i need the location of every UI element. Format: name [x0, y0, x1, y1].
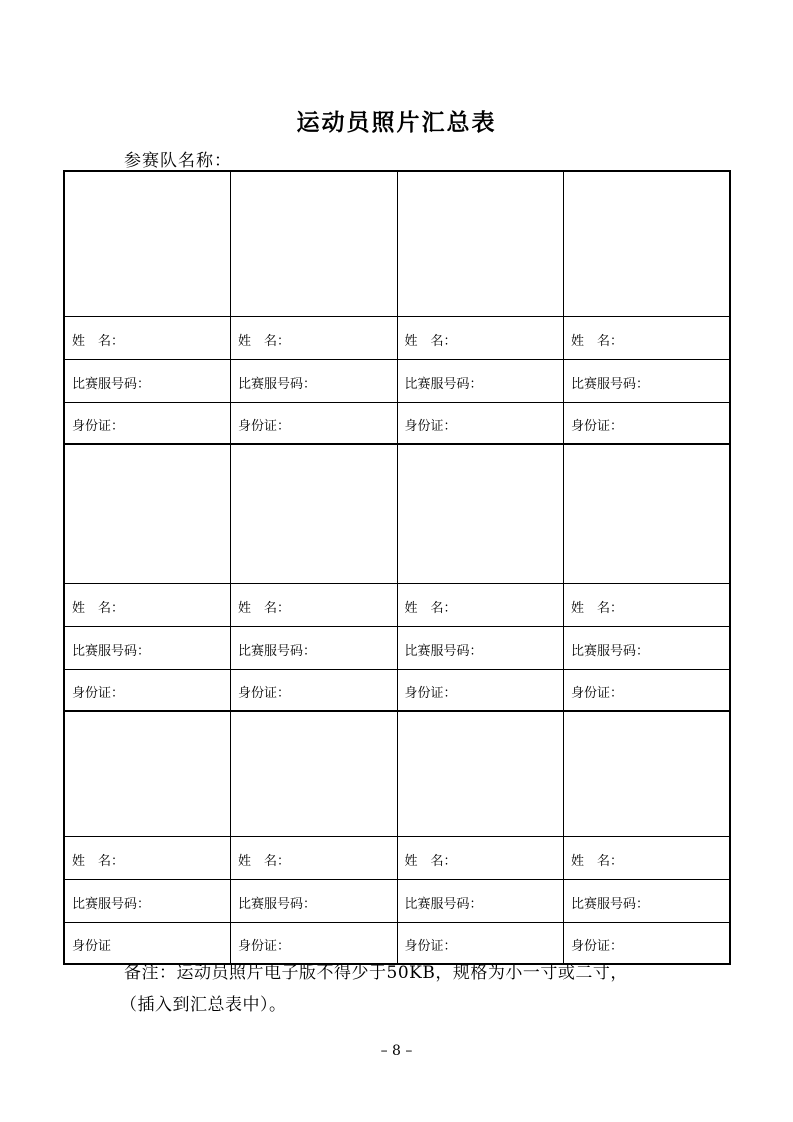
page-number: – 8 – [380, 1043, 413, 1059]
jersey-number-field[interactable]: 比赛服号码： [564, 627, 731, 670]
jersey-number-field[interactable]: 比赛服号码： [231, 627, 398, 670]
id-card-field[interactable]: 身份证： [397, 403, 564, 445]
remark-line-2: （插入到汇总表中）。 [120, 995, 287, 1015]
id-card-field[interactable]: 身份证： [564, 670, 731, 712]
id-card-field[interactable]: 身份证： [564, 923, 731, 965]
jersey-number-field[interactable]: 比赛服号码： [564, 880, 731, 923]
photo-cell[interactable] [64, 711, 231, 837]
name-field[interactable]: 姓 名： [64, 317, 231, 360]
id-card-field[interactable]: 身份证： [231, 403, 398, 445]
name-field[interactable]: 姓 名： [564, 317, 731, 360]
athlete-photo-table [63, 170, 731, 965]
name-field[interactable]: 姓 名： [64, 837, 231, 880]
photo-cell[interactable] [564, 444, 731, 584]
jersey-number-field[interactable]: 比赛服号码： [397, 627, 564, 670]
id-card-field[interactable]: 身份证 [64, 923, 231, 965]
id-card-field[interactable]: 身份证： [397, 923, 564, 965]
jersey-number-field[interactable]: 比赛服号码： [64, 627, 231, 670]
jersey-number-field[interactable]: 比赛服号码： [64, 880, 231, 923]
id-card-field[interactable]: 身份证： [564, 403, 731, 445]
id-card-field[interactable]: 身份证： [64, 403, 231, 445]
name-field[interactable]: 姓 名： [397, 317, 564, 360]
name-field[interactable]: 姓 名： [231, 317, 398, 360]
photo-cell[interactable] [231, 444, 398, 584]
jersey-number-field[interactable]: 比赛服号码： [231, 880, 398, 923]
page-title: 运动员照片汇总表 [296, 110, 497, 136]
photo-cell[interactable] [64, 171, 231, 317]
photo-cell[interactable] [397, 171, 564, 317]
remark-line-1: 备注：运动员照片电子版不得少于50KB，规格为小一寸或二寸， [124, 963, 628, 983]
id-card-field[interactable]: 身份证： [231, 923, 398, 965]
name-field[interactable]: 姓 名： [564, 584, 731, 627]
photo-cell[interactable] [231, 171, 398, 317]
photo-cell[interactable] [64, 444, 231, 584]
name-field[interactable]: 姓 名： [231, 837, 398, 880]
jersey-number-field[interactable]: 比赛服号码： [397, 880, 564, 923]
id-card-field[interactable]: 身份证： [231, 670, 398, 712]
id-card-field[interactable]: 身份证： [397, 670, 564, 712]
photo-cell[interactable] [564, 711, 731, 837]
photo-cell[interactable] [231, 711, 398, 837]
photo-cell[interactable] [564, 171, 731, 317]
name-field[interactable]: 姓 名： [564, 837, 731, 880]
name-field[interactable]: 姓 名： [64, 584, 231, 627]
team-name-label: 参赛队名称： [124, 151, 232, 171]
name-field[interactable]: 姓 名： [397, 837, 564, 880]
name-field[interactable]: 姓 名： [397, 584, 564, 627]
photo-cell[interactable] [397, 711, 564, 837]
photo-cell[interactable] [397, 444, 564, 584]
name-field[interactable]: 姓 名： [231, 584, 398, 627]
jersey-number-field[interactable]: 比赛服号码： [397, 360, 564, 403]
jersey-number-field[interactable]: 比赛服号码： [231, 360, 398, 403]
jersey-number-field[interactable]: 比赛服号码： [64, 360, 231, 403]
id-card-field[interactable]: 身份证： [64, 670, 231, 712]
jersey-number-field[interactable]: 比赛服号码： [564, 360, 731, 403]
